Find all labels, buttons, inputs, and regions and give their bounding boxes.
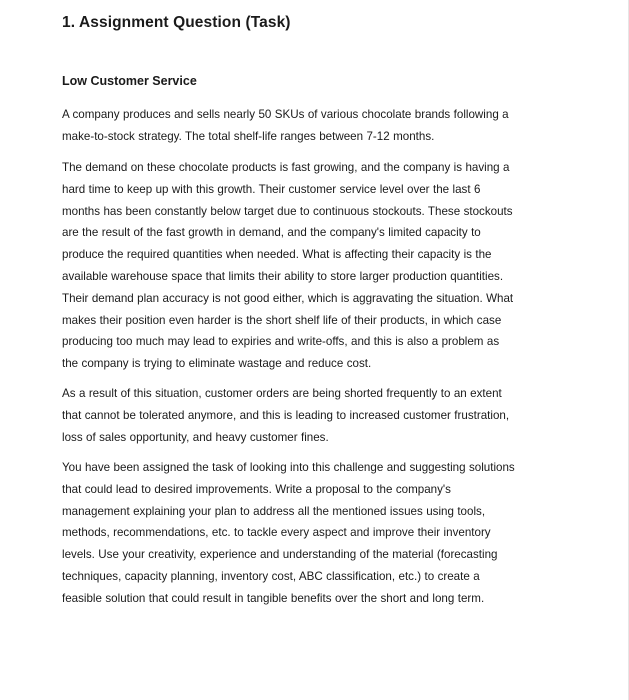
paragraph-line: months has been constantly below target due to continuous stockouts. These stockouts — [62, 204, 513, 218]
paragraph-line: are the result of the fast growth in demand, and the company's limited capacity to — [62, 226, 481, 240]
paragraph-line: produce the required quantities when needed. What is affecting their capacity is the — [62, 248, 492, 262]
paragraph-line: producing too much may lead to expiries and write-offs, and this is also a problem as — [62, 335, 500, 349]
paragraph-line: that could lead to desired improvements. Write a proposal to the company's — [62, 482, 451, 496]
paragraph-task — [62, 457, 562, 610]
paragraph-consequences — [62, 383, 562, 448]
paragraph-line: You have been assigned the task of looking into this challenge and suggesting solutions — [62, 461, 515, 474]
paragraph-line: makes their position even harder is the short shelf life of their products, in which case — [62, 313, 502, 327]
paragraph-line: techniques, capacity planning, inventory cost, ABC classification, etc.) to create a — [62, 569, 480, 583]
paragraph-line: feasible solution that could result in tangible benefits over the short and long term. — [62, 591, 485, 605]
paragraph-line: The demand on these chocolate products is fast growing, and the company is having a — [62, 161, 510, 174]
paragraph-line: loss of sales opportunity, and heavy customer fines. — [62, 430, 329, 444]
paragraph-intro — [62, 104, 562, 148]
paragraph-demand — [62, 157, 562, 375]
paragraph-line: hard time to keep up with this growth. Their customer service level over the last 6 — [62, 182, 481, 196]
paragraph-line: As a result of this situation, customer orders are being shorted frequently to an extent — [62, 387, 502, 400]
page-title: 1. Assignment Question (Task) — [62, 14, 291, 31]
paragraph-line: A company produces and sells nearly 50 SKUs of various chocolate brands following a — [62, 108, 509, 121]
paragraph-line: methods, recommendations, etc. to tackle every aspect and improve their inventory — [62, 526, 491, 540]
paragraph-line: Their demand plan accuracy is not good either, which is aggravating the situation. What — [62, 291, 514, 305]
paragraph-line: the company is trying to eliminate wastage and reduce cost. — [62, 357, 372, 371]
paragraph-line: that cannot be tolerated anymore, and this is leading to increased customer frustration, — [62, 408, 510, 422]
paragraph-line: management explaining your plan to address all the mentioned issues using tools, — [62, 504, 486, 518]
paragraph-line: make-to-stock strategy. The total shelf-life ranges between 7-12 months. — [62, 129, 435, 143]
section-subheading: Low Customer Service — [62, 74, 197, 88]
paragraph-line: available warehouse space that limits their ability to store larger production quantities. — [62, 269, 504, 283]
paragraph-line: levels. Use your creativity, experience and understanding of the material (forecasting — [62, 548, 498, 562]
